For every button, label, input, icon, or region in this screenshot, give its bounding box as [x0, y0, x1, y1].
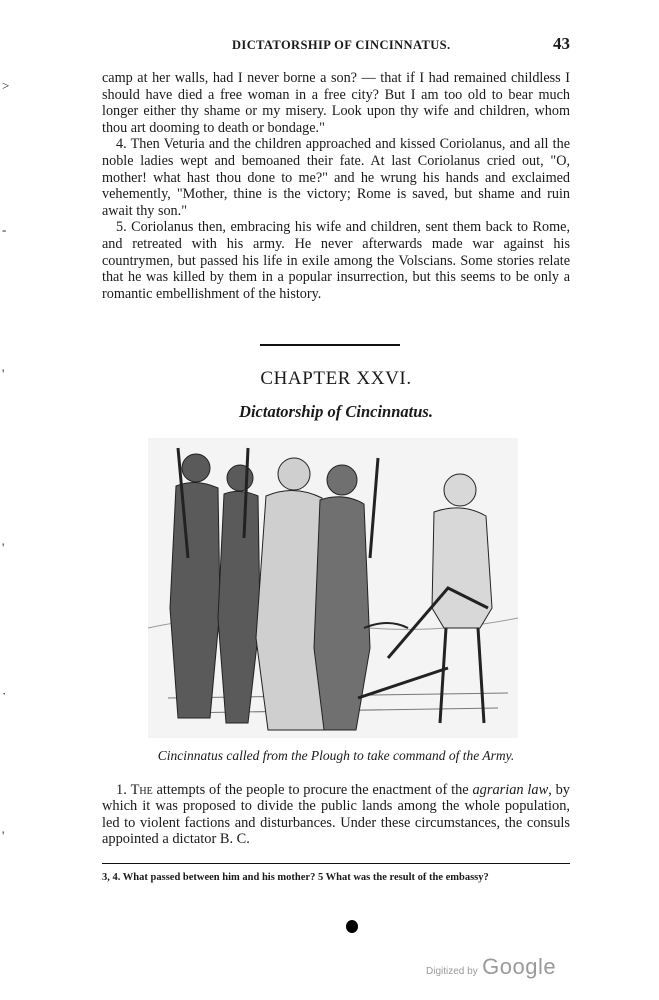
footnote-questions: 3, 4. What passed between him and his mother? 5 What was the result of the embassy? [102, 872, 489, 883]
margin-mark: ' [2, 540, 5, 555]
chapter-subtitle: Dictatorship of Cincinnatus. [239, 402, 433, 421]
digitization-watermark [426, 954, 556, 980]
running-head [100, 36, 570, 56]
page-number: 43 [553, 34, 570, 53]
bullet-mark [346, 920, 358, 933]
google-logo: Google [482, 954, 557, 979]
watermark-prefix: Digitized by [426, 966, 478, 977]
margin-mark: > [2, 78, 10, 93]
footnote-divider [102, 863, 570, 864]
chapter-heading: CHAPTER XXVI. [260, 368, 412, 389]
margin-mark: · [2, 686, 7, 701]
section-text [102, 782, 570, 848]
paragraph-number: 1. [116, 782, 127, 798]
margin-mark: ' [2, 366, 5, 381]
running-title: DICTATORSHIP OF CINCINNATUS. [232, 38, 451, 52]
paragraph-4: 4. Then Veturia and the children approached and kissed Coriolanus, and all the noble ladies wept and bemoaned their fate. At last Coriolanus cried out, "O, mother! what hast thou done to me?" and he wrung his hands and exclaimed vehemently, "Mother, thine is the victory; Rome is saved, but shame and ruin await thy son." [102, 136, 570, 219]
body-text [102, 70, 570, 302]
paragraph-text-part2: , by which it was proposed to divide the public lands among the whole population, led to violent factions and disturbances. Under these circumstances, the consuls appointed a dictator B. C. [102, 782, 570, 848]
engraving-illustration [148, 438, 518, 738]
margin-mark: - [2, 222, 7, 237]
paragraph-text-part1: attempts of the people to procure the enactment of the [152, 782, 473, 798]
paragraph-5: 5. Coriolanus then, embracing his wife and children, sent them back to Rome, and retreated with his army. He never afterwards made war against his countrymen, but passed his life in exile among the Volscians. Some stories relate that he was killed by them in a popular insurrection, but this seems to be only a romantic embellishment of the history. [102, 219, 570, 302]
paragraph-continuation: camp at her walls, had I never borne a son? — that if I had remained childless I should have died a free woman in a free city? But I am too old to bear much longer either thy shame or my misery. Look upon thy wife and children, whom thou art dooming to death or bondage." [102, 70, 570, 136]
illustration-caption: Cincinnatus called from the Plough to take command of the Army. [157, 748, 515, 763]
paragraph-1 [102, 782, 570, 848]
emphasized-term: agrarian law [472, 782, 549, 798]
section-divider [260, 344, 400, 346]
margin-mark: ' [2, 828, 5, 843]
lead-word: The [130, 782, 153, 798]
